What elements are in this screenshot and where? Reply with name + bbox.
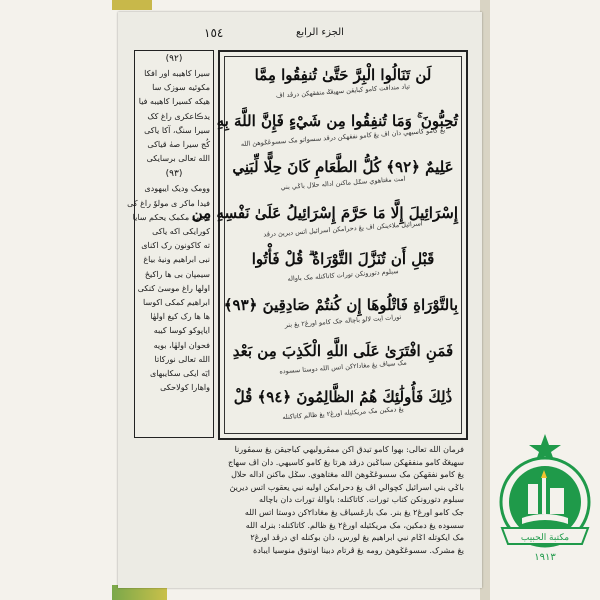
arabic-verse-text: إِسْرَائِيلَ إِلَّا مَا حَرَّمَ إِسْرَائِيلُ عَلَىٰ نَفْسِهِ مِن <box>191 204 458 222</box>
arabic-verse-text: ذَٰلِكَ فَأُولَٰئِكَ هُمُ الظَّالِمُونَ ﴿٩٤﴾ قُلْ <box>233 388 453 406</box>
verse-line <box>216 110 458 158</box>
interlinear-gloss: اسرائيل ملاءينکن اڤ يڠ دحرامکن اسرائيل اتس ديريڽ درڤد <box>263 219 423 239</box>
verse-line <box>223 294 458 342</box>
text-line: فیدا ماکر ی مولوٗ راغ کی <box>127 198 210 208</box>
arabic-verse-text: فَمَنِ افْتَرَىٰ عَلَى اللَّهِ الْكَذِبَ مِن بَعْدِ <box>232 342 454 360</box>
text-line: فرمان الله تعالی: بهوا کامو تیدق اکن ممڤروليهي کباجيقن يڠ سمڤورنا <box>234 445 464 454</box>
text-line: واهارا کولاحکی <box>160 383 210 393</box>
text-line: سیرا سنگ، آکا یاکی <box>144 125 210 135</box>
verse-line <box>228 340 458 388</box>
text-line: کورایکی اکه یاکی <box>152 227 210 237</box>
text-line: نبی ابراهیم ونیهٰ بیاغ <box>143 255 210 265</box>
verse-marker: (٩٢) <box>165 54 183 64</box>
arabic-verse-text: لَن تَنَالُوا الْبِرَّ حَتَّىٰ تُنفِقُوا مِمَّا <box>254 66 432 84</box>
text-line: سسوده يڠ دمکين، مک مريکئيله اورڠ٢ يڠ ظالم. کاتاکنله: بنرله الله <box>245 520 464 530</box>
text-line: الله تعالی نورکاتا <box>154 354 210 364</box>
book-page <box>118 12 570 588</box>
text-line: سهيڠݢ کامو منفقهکن سباݢين درڤد هرتا يڠ کامو کاسيهي. دان اڤ سهاج <box>227 457 464 467</box>
text-line: الله تعالی برسایکی <box>146 154 210 164</box>
text-line: ته کاکونون رک اکنای <box>141 241 210 251</box>
arabic-verse-text: تُحِبُّونَ ۚ وَمَا تُنفِقُوا مِن شَيْءٍ فَإِنَّ اللَّهَ بِهِ <box>216 112 458 130</box>
text-line: وومک ودیک ایبهودی <box>144 184 210 194</box>
text-line: کُج سیرا صهٰ قیاکی <box>147 140 210 150</box>
interlinear-gloss: تورات ايت لالو باچاله جک کامو اورڠ٢ يڠ بنر <box>284 312 402 330</box>
part-title: الجزء الرابع <box>296 27 344 38</box>
text-line: هیکه کسیرا کاهیبه فیا <box>138 97 210 107</box>
text-line: جک کامو اورڠ٢ يڠ بنر. مک بارڠسياڤ يڠ مڠادا٢کن دوستا اتس الله <box>244 507 464 517</box>
publisher-seal-logo <box>490 432 600 572</box>
book-spine-top <box>112 0 152 10</box>
interlinear-gloss: تیاد مندافت کامو کبایقن سهيڠݢ منفقهکن درڤد اڤ <box>275 82 411 100</box>
verse-line <box>191 202 458 250</box>
interlinear-gloss: يڠ کامو کاسيهي دان اڤ يڠ کامو نفقهکن درڤد سسواتو مک سسوڠݢوهڽ الله <box>240 125 446 149</box>
text-line: يڠ مشرک. سسوڠݢوهڽ رومه يڠ ڤرتام دبينا اونتوق منوسيا ايبادة <box>253 545 464 555</box>
seal-year: ١٩١٣ <box>534 552 556 563</box>
text-line: محمد مکمک یحکم سایا <box>132 212 210 222</box>
arabic-verse-text: بِالتَّوْرَاةِ فَاتْلُوهَا إِن كُنتُمْ صَادِقِينَ ﴿٩٣﴾ <box>223 296 458 314</box>
quran-text-frame <box>191 50 468 440</box>
arabic-verse-text: قَبْلِ أَن تُنَزَّلَ التَّوْرَاةُ ۗ قُلْ فَأْتُوا <box>251 250 435 268</box>
text-line: ابراهیم کمکی اکوسا <box>143 298 210 308</box>
page-header <box>118 26 482 44</box>
interlinear-gloss: يڠ دمکين مک مريکئيله اورڠ٢ يڠ ظالم کاتاکنله <box>282 404 404 422</box>
arabic-verse-text: عَلِيمٌ ﴿٩٢﴾ كُلُّ الطَّعَامِ كَانَ حِلًّا لِّبَنِي <box>232 158 454 176</box>
translation-lines-top <box>135 67 213 166</box>
text-line: فحوان اولهٰا، بویه <box>153 340 210 350</box>
commentary-text <box>134 444 464 572</box>
text-line: سیمپان بی ها راکیځ <box>144 269 210 279</box>
text-line: ایاپوکو کوسا کیبه <box>153 326 210 336</box>
seal-label: مكتبة الحبيب <box>520 533 570 543</box>
text-line: یدڪاعکری راغ کک <box>147 111 210 121</box>
verse-marker: (٩٣) <box>165 169 183 180</box>
text-line: سیرا کاهیبه اور افکا <box>144 69 210 78</box>
text-line: اولها راغ موسیٰ کنکی <box>137 283 210 293</box>
text-line: ایٓه ایکی سکایبهای <box>150 369 210 379</box>
verse-line <box>228 64 458 112</box>
text-line: ها ها رک کیغ اولهٰا <box>150 312 210 322</box>
text-line: سبلوم دتورونکن کتاب تورات. کاتاکنله: باوالهٰ تورات دان باچاله <box>259 495 464 505</box>
text-line: باݢي بني اسرائيل کچوالي اڤ يڠ دحرامکن اوليه نبي يعقوب اتس ديريڽ <box>229 482 464 492</box>
interlinear-gloss: سبلوم دتورونکن تورات کاتاکنله مک باواله <box>287 267 399 283</box>
verse-line <box>228 248 458 296</box>
interlinear-gloss: امت مڠتاهوي سݢل ماکنن اداله حلال باݢي بني <box>280 174 406 192</box>
page-number: ١٥٤ <box>204 26 224 40</box>
verse-line <box>228 386 458 434</box>
text-line: مک ايکوتله اݢام نبي ابراهيم يڠ لورس، دان بوکنله اي درڤد اورڠ٢ <box>250 533 464 543</box>
verse-line <box>228 156 458 204</box>
interlinear-gloss: مک سياڤ يڠ مڠادا٢کن اتس الله دوستا سسوده <box>279 358 407 376</box>
text-line: مکوئیه سوزک سا <box>152 83 210 93</box>
translation-column <box>127 50 214 438</box>
text-line: يڠ کامو نفقهکن مک سسوڠݢوهڽ الله مڠتاهوي. سݢل ماکنن اداله حلال <box>231 470 464 480</box>
